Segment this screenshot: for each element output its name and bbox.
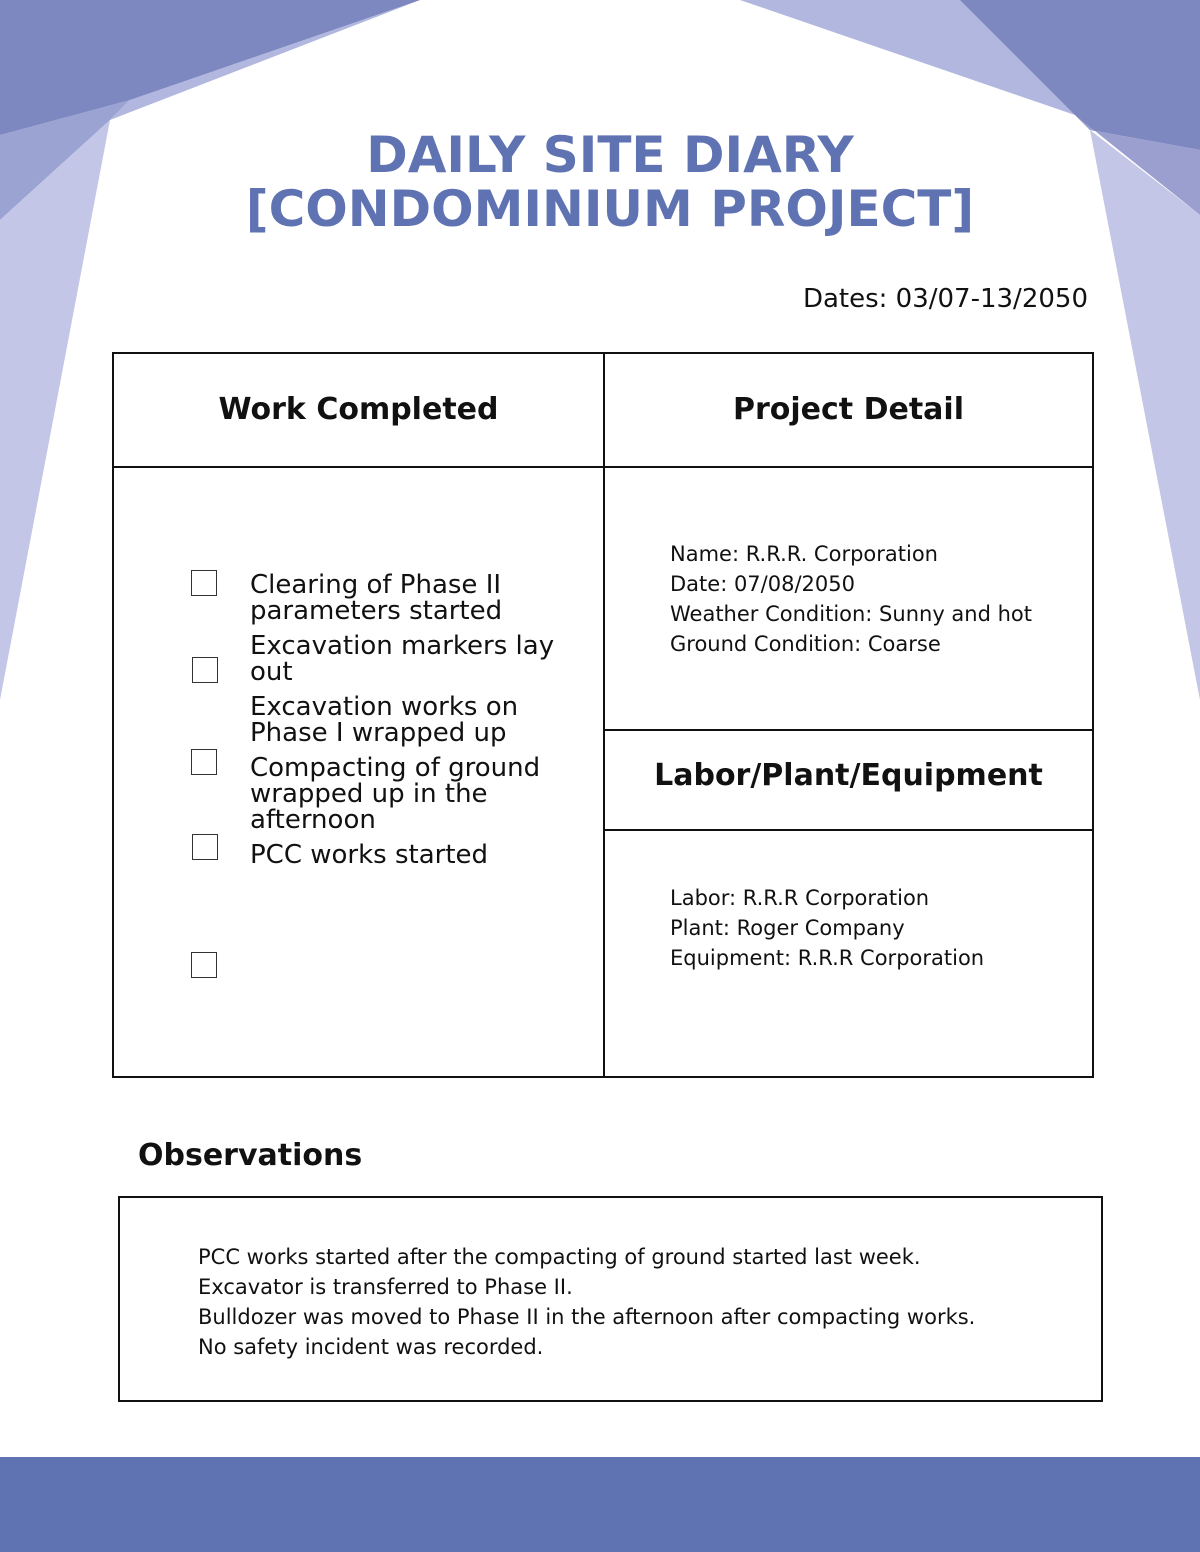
title-line-1: DAILY SITE DIARY	[366, 126, 854, 184]
task-item: Excavation markers lay out	[250, 631, 555, 687]
observation-line: Bulldozer was moved to Phase II in the afternoon after compacting works.	[198, 1305, 976, 1329]
task-checkbox-5[interactable]	[191, 952, 217, 978]
task-item: PCC works started	[250, 840, 489, 870]
labor-info	[670, 883, 984, 973]
observations-text	[198, 1242, 975, 1362]
diary-table	[112, 352, 1094, 1078]
ground-condition: Ground Condition: Coarse	[670, 632, 941, 656]
header-divider	[114, 466, 1092, 468]
observation-line: Excavator is transferred to Phase II.	[198, 1275, 573, 1299]
observation-line: No safety incident was recorded.	[198, 1335, 544, 1359]
task-checkbox-4[interactable]	[192, 834, 218, 860]
detail-divider-top	[605, 729, 1092, 731]
page-title	[0, 128, 1200, 236]
task-checkbox-1[interactable]	[191, 570, 217, 596]
project-detail-info	[670, 539, 1032, 659]
plant-value: Plant: Roger Company	[670, 916, 905, 940]
task-item: Compacting of ground wrapped up in the afternoon	[250, 753, 541, 835]
task-checkbox-2[interactable]	[192, 657, 218, 683]
dates-label: Dates: 03/07-13/2050	[802, 284, 1088, 314]
project-date: Date: 07/08/2050	[670, 572, 855, 596]
task-item: Excavation works on Phase I wrapped up	[250, 692, 519, 748]
task-item: Clearing of Phase II parameters started	[250, 570, 503, 626]
labor-value: Labor: R.R.R Corporation	[670, 886, 930, 910]
detail-divider-bottom	[605, 829, 1092, 831]
task-list	[250, 572, 590, 877]
task-checkbox-3[interactable]	[191, 749, 217, 775]
weather-condition: Weather Condition: Sunny and hot	[670, 602, 1032, 626]
project-name: Name: R.R.R. Corporation	[670, 542, 938, 566]
observations-heading: Observations	[138, 1138, 363, 1173]
observations-box	[118, 1196, 1103, 1402]
observation-line: PCC works started after the compacting of ground started last week.	[198, 1245, 921, 1269]
labor-heading: Labor/Plant/Equipment	[654, 758, 1043, 793]
project-detail-heading: Project Detail	[733, 392, 964, 427]
column-divider	[603, 354, 605, 1076]
equipment-value: Equipment: R.R.R Corporation	[670, 946, 985, 970]
title-line-2: [CONDOMINIUM PROJECT]	[245, 180, 975, 238]
footer-band	[0, 1457, 1200, 1552]
work-completed-heading: Work Completed	[218, 392, 499, 427]
